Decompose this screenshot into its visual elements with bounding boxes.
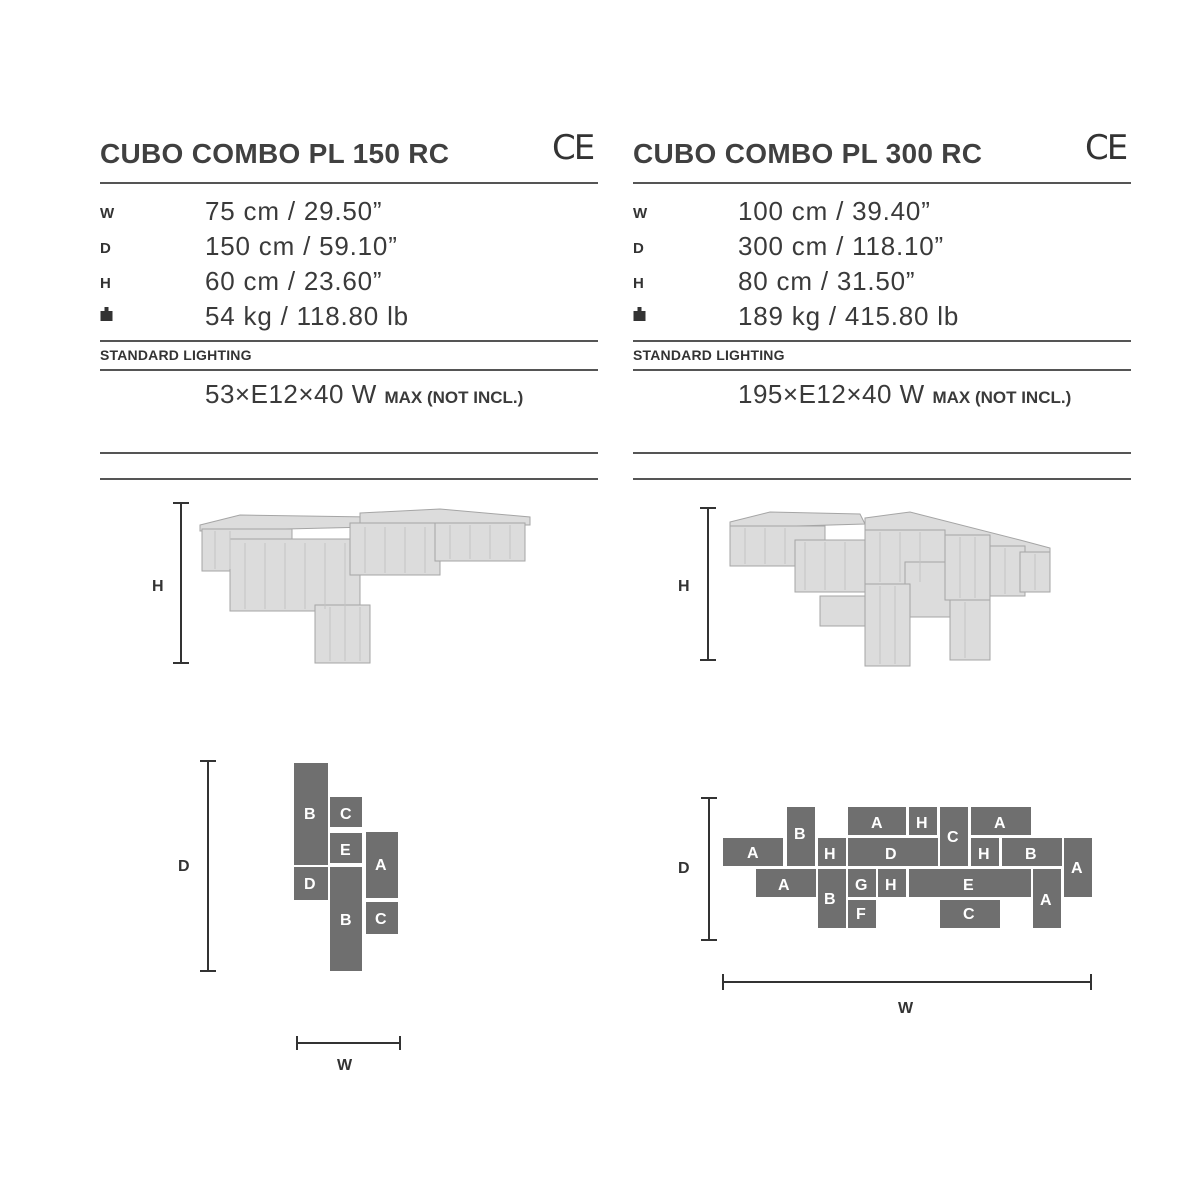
module-label: C [340, 806, 352, 823]
depth-label: D [678, 860, 690, 877]
ce-mark: CE [1085, 128, 1127, 168]
divider [633, 478, 1131, 480]
spec-value-height: 80 cm / 31.50” [738, 266, 916, 296]
width-dimension-line [723, 974, 1091, 990]
module-label: A [994, 815, 1006, 832]
height-dimension-line [700, 508, 716, 660]
spec-key-depth: D [100, 240, 111, 257]
weight-icon [633, 307, 646, 321]
bulb-spec: 53×E12×40 W [205, 379, 377, 409]
divider [633, 182, 1131, 184]
product-title: CUBO COMBO PL 150 RC [100, 138, 450, 169]
width-label: W [337, 1057, 353, 1074]
module-label: D [885, 846, 897, 863]
module-label: H [978, 846, 990, 863]
module-label: D [304, 876, 316, 893]
spec-key-height: H [633, 275, 644, 292]
bulb-spec: 195×E12×40 W [738, 379, 925, 409]
module-label: A [375, 857, 387, 874]
divider [100, 452, 598, 454]
module-label: A [871, 815, 883, 832]
divider [100, 478, 598, 480]
divider [633, 340, 1131, 342]
lighting-spec [738, 379, 1071, 410]
divider [633, 369, 1131, 371]
spec-value-width: 100 cm / 39.40” [738, 196, 931, 226]
module-label: C [963, 906, 975, 923]
spec-value-weight: 54 kg / 118.80 lb [205, 301, 409, 331]
spec-value-width: 75 cm / 29.50” [205, 196, 383, 226]
height-label: H [678, 578, 690, 595]
spec-key-width: W [633, 205, 648, 222]
product-title: CUBO COMBO PL 300 RC [633, 138, 983, 169]
module-label: A [747, 845, 759, 862]
lighting-spec [205, 379, 523, 410]
module-label: E [340, 842, 351, 859]
module-label: B [824, 891, 836, 908]
height-dimension-line [173, 503, 189, 663]
chandelier-elevation [730, 512, 1050, 666]
spec-value-depth: 300 cm / 118.10” [738, 231, 944, 261]
divider [100, 369, 598, 371]
module-label: B [340, 912, 352, 929]
bulb-note: MAX (NOT INCL.) [932, 388, 1072, 407]
module-label: H [885, 877, 897, 894]
bulb-note: MAX (NOT INCL.) [384, 388, 524, 407]
spec-key-depth: D [633, 240, 644, 257]
module-label: A [778, 877, 790, 894]
height-label: H [152, 578, 164, 595]
elevation-drawing [690, 500, 1070, 670]
module-label: C [375, 911, 387, 928]
spec-value-depth: 150 cm / 59.10” [205, 231, 398, 261]
width-dimension-line [297, 1036, 400, 1050]
module-label: H [916, 815, 928, 832]
module-label: H [824, 846, 836, 863]
module-label: B [1025, 846, 1037, 863]
plan-drawing [190, 755, 420, 1055]
section-heading: STANDARD LIGHTING [633, 347, 785, 363]
depth-dimension-line [200, 761, 216, 971]
spec-value-weight: 189 kg / 415.80 lb [738, 301, 960, 331]
divider [633, 452, 1131, 454]
module-label: B [304, 806, 316, 823]
module-label: C [947, 829, 959, 846]
spec-key-height: H [100, 275, 111, 292]
module-label: E [963, 877, 974, 894]
depth-dimension-line [701, 798, 717, 940]
module-label: G [855, 877, 868, 894]
module-label: B [794, 826, 806, 843]
divider [100, 182, 598, 184]
section-heading: STANDARD LIGHTING [100, 347, 252, 363]
ce-mark: CE [552, 128, 594, 168]
elevation-drawing [140, 495, 560, 675]
width-label: W [898, 1000, 914, 1017]
module-label: F [856, 906, 866, 923]
module-label: A [1071, 860, 1083, 877]
weight-icon [100, 307, 113, 321]
depth-label: D [178, 858, 190, 875]
spec-value-height: 60 cm / 23.60” [205, 266, 383, 296]
spec-key-width: W [100, 205, 115, 222]
divider [100, 340, 598, 342]
module-label: A [1040, 892, 1052, 909]
